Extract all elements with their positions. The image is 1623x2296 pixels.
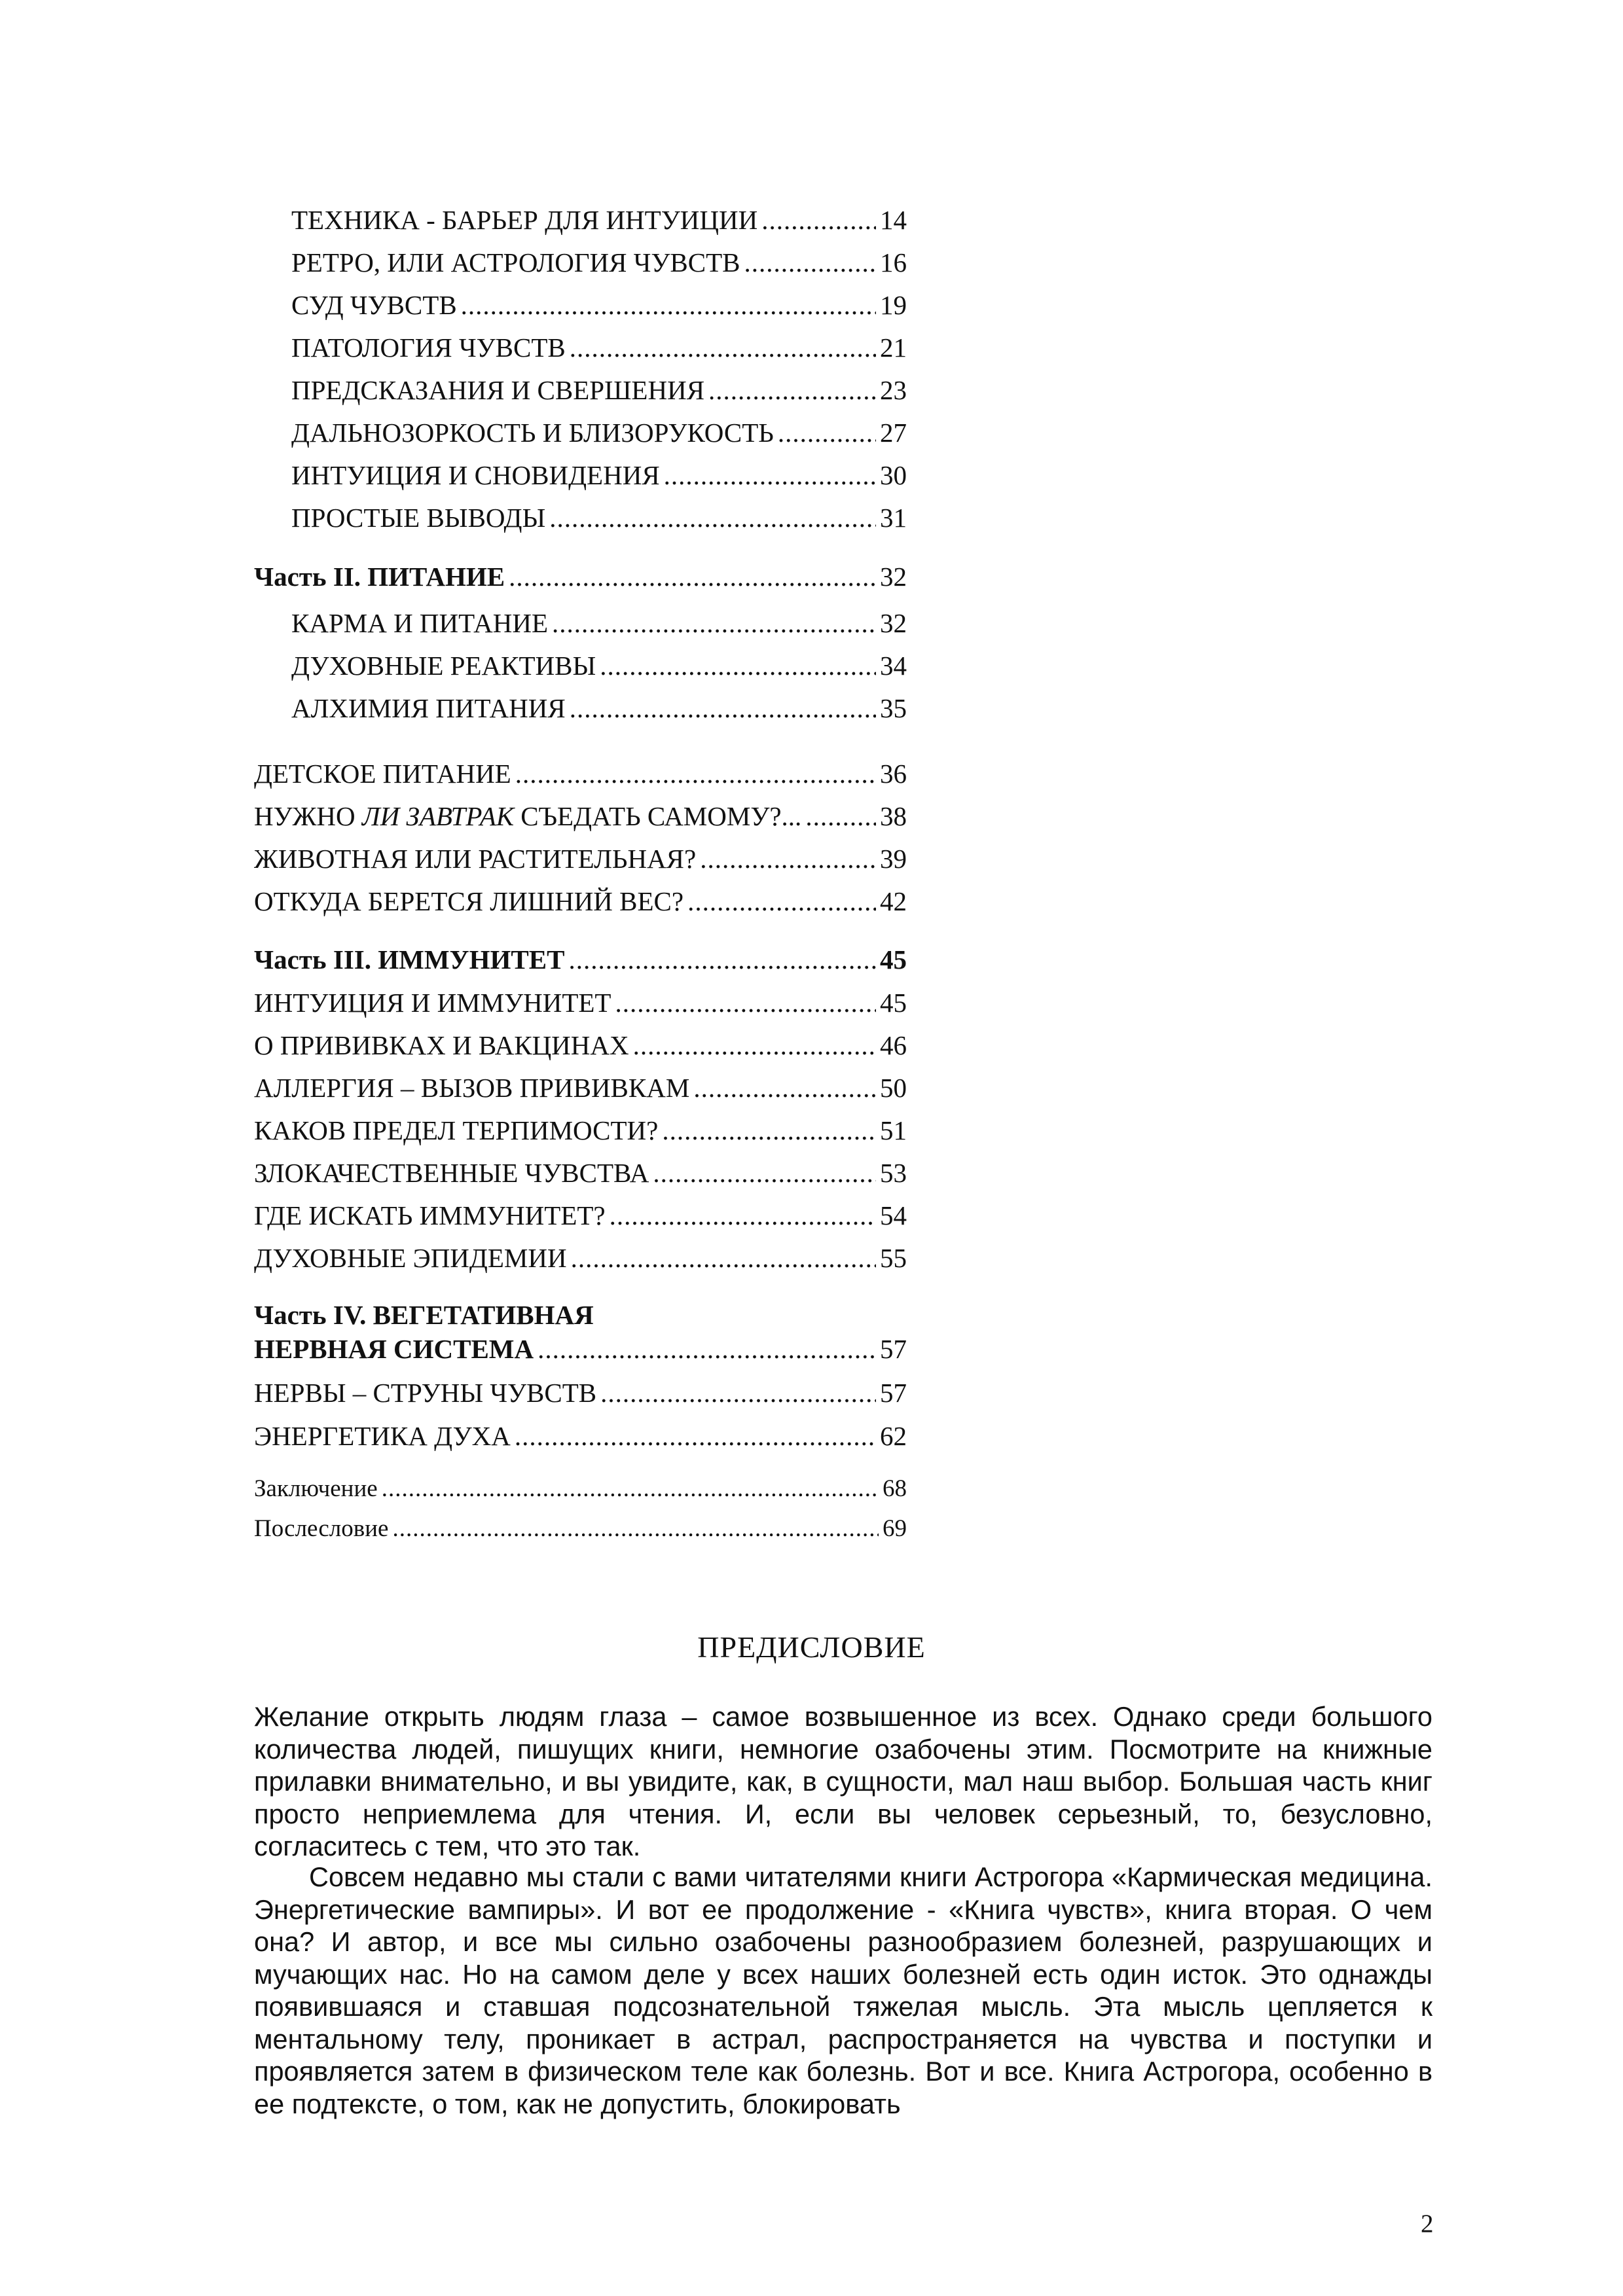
toc-entry-title: КАРМА И ПИТАНИЕ [291, 608, 549, 638]
toc-entry-page: 38 [880, 801, 907, 831]
toc-leader [509, 561, 876, 592]
toc-leader [687, 886, 876, 917]
toc-entry-page: 62 [880, 1421, 907, 1451]
toc-entry-title-prefix: НУЖНО [254, 801, 362, 831]
toc-entry[interactable] [254, 1475, 907, 1503]
toc-leader [568, 944, 876, 975]
toc-entry-page: 51 [880, 1115, 907, 1145]
toc-part-title: Часть IV. ВЕГЕТАТИВНАЯ [254, 1300, 594, 1330]
toc-entry[interactable] [291, 417, 907, 448]
toc-entry-page: 32 [880, 562, 907, 592]
toc-entry-page: 35 [880, 693, 907, 723]
toc-leader [664, 459, 876, 491]
toc-entry[interactable] [254, 987, 907, 1018]
toc-leader [805, 800, 876, 832]
toc-entry[interactable] [291, 289, 907, 321]
toc-entry[interactable] [254, 758, 907, 789]
toc-leader [538, 1333, 876, 1365]
toc-leader [653, 1157, 876, 1189]
toc-leader [610, 1200, 876, 1231]
toc-entry-title: ИНТУИЦИЯ И ИММУНИТЕТ [254, 988, 611, 1018]
toc-entry[interactable] [291, 692, 907, 724]
toc-entry-page: 19 [880, 290, 907, 320]
toc-entry-title: Заключение [254, 1475, 378, 1502]
toc-entry-title-suffix: СЪЕДАТЬ САМОМУ?... [514, 801, 802, 831]
toc-entry[interactable] [254, 1242, 907, 1274]
toc-entry-page: 50 [880, 1073, 907, 1103]
toc-entry[interactable] [291, 204, 907, 236]
toc-entry-title: ПРОСТЫЕ ВЫВОДЫ [291, 503, 546, 533]
toc-entry-title: АЛХИМИЯ ПИТАНИЯ [291, 693, 566, 723]
toc-leader [633, 1030, 876, 1061]
toc-leader [662, 1115, 876, 1146]
toc-leader [600, 650, 876, 681]
toc-entry-title: КАКОВ ПРЕДЕЛ ТЕРПИМОСТИ? [254, 1115, 659, 1145]
toc-part-heading[interactable] [254, 561, 907, 592]
toc-part-title: НЕРВНАЯ СИСТЕМА [254, 1334, 534, 1364]
toc-leader [570, 692, 876, 724]
toc-entry-title: ДАЛЬНОЗОРКОСТЬ И БЛИЗОРУКОСТЬ [291, 418, 774, 448]
toc-entry-title: ЗЛОКАЧЕСТВЕННЫЕ ЧУВСТВА [254, 1158, 649, 1188]
toc-entry-page: 57 [880, 1334, 907, 1364]
toc-part-heading[interactable] [254, 944, 907, 975]
toc-entry-page: 53 [880, 1158, 907, 1188]
toc-entry-page: 14 [880, 205, 907, 235]
toc-entry-page: 36 [880, 759, 907, 789]
toc-entry[interactable] [291, 374, 907, 406]
preface-paragraph: Совсем недавно мы стали с вами читателями книги Астрогора «Кармическая медицина. Энергетические вампиры». И вот ее продолжение - «Книга чувств», книга вторая. О чем она? И автор, и все мы сильно озабочены разнообразием болезней, разрушающих и мучающих нас. Но на самом деле у всех наших болезней есть один исток. Это однажды появившаяся и ставшая подсознательной тяжелая мысль. Эта мысль цепляется к ментальному телу, проникает в астрал, распространяется на чувства и поступки и проявляется затем в физическом теле как болезнь. Вот и все. Книга Астрогора, особенно в ее подтексте, о том, как не допустить, блокировать [254, 1861, 1432, 2119]
toc-entry-title: ДЕТСКОЕ ПИТАНИЕ [254, 759, 511, 789]
toc-leader [778, 417, 876, 448]
toc-part-heading-line1 [254, 1299, 907, 1331]
toc-entry[interactable] [291, 502, 907, 533]
toc-leader [600, 1377, 876, 1408]
toc-leader [549, 502, 876, 533]
preface-paragraph: Желание открыть людям глаза – самое возвышенное из всех. Однако среди большого количества людей, пишущих книги, немногие озабочены этим. Посмотрите на книжные прилавки внимательно, и вы увидите, как, в сущности, мал наш выбор. Большая часть книг просто неприемлема для чтения. И, если вы человек серьезный, то, безусловно, согласитесь с тем, что это так. [254, 1701, 1432, 1861]
toc-entry-title: ТЕХНИКА - БАРЬЕР ДЛЯ ИНТУИЦИИ [291, 205, 758, 235]
toc-entry-title [254, 800, 801, 832]
toc-part-heading[interactable] [254, 1333, 907, 1365]
toc-entry[interactable] [254, 1420, 907, 1452]
toc-leader [615, 987, 876, 1018]
toc-entry-page: 34 [880, 651, 907, 681]
toc-entry-title: РЕТРО, ИЛИ АСТРОЛОГИЯ ЧУВСТВ [291, 247, 740, 278]
toc-entry-page: 69 [883, 1515, 907, 1542]
toc-entry-title: Послесловие [254, 1515, 389, 1542]
toc-entry-page: 23 [880, 375, 907, 405]
toc-entry-page: 57 [880, 1378, 907, 1408]
toc-entry-page: 27 [880, 418, 907, 448]
toc-leader [515, 1420, 876, 1452]
toc-entry-title: ОТКУДА БЕРЕТСЯ ЛИШНИЙ ВЕС? [254, 886, 684, 916]
toc-entry-page: 54 [880, 1200, 907, 1230]
toc-entry[interactable] [254, 1030, 907, 1061]
toc-entry-page: 46 [880, 1030, 907, 1060]
toc-leader [744, 247, 877, 278]
toc-part-title: Часть II. ПИТАНИЕ [254, 562, 505, 592]
toc-entry-page: 21 [880, 332, 907, 363]
toc-entry-title: ДУХОВНЫЕ РЕАКТИВЫ [291, 651, 596, 681]
toc-entry-page: 32 [880, 608, 907, 638]
toc-entry-page: 16 [880, 247, 907, 278]
toc-entry-title: О ПРИВИВКАХ И ВАКЦИНАХ [254, 1030, 629, 1060]
toc-entry[interactable] [254, 800, 907, 832]
toc-entry-title: ПРЕДСКАЗАНИЯ И СВЕРШЕНИЯ [291, 375, 705, 405]
toc-entry[interactable] [254, 1515, 907, 1543]
toc-entry[interactable] [291, 459, 907, 491]
toc-leader [570, 332, 876, 363]
toc-leader [693, 1072, 876, 1103]
toc-entry[interactable] [291, 650, 907, 681]
page-number: 2 [1421, 2210, 1434, 2238]
toc-entry[interactable] [254, 1072, 907, 1103]
toc-leader [708, 374, 876, 406]
toc-entry[interactable] [291, 607, 907, 639]
toc-entry[interactable] [291, 247, 907, 278]
toc-leader [392, 1515, 879, 1543]
toc-entry-title-italic: ЛИ ЗАВТРАК [361, 801, 515, 831]
toc-entry-title: АЛЛЕРГИЯ – ВЫЗОВ ПРИВИВКАМ [254, 1073, 690, 1103]
toc-entry-page: 45 [880, 988, 907, 1018]
preface-title: ПРЕДИСЛОВИЕ [697, 1630, 926, 1664]
toc-entry[interactable] [254, 1377, 907, 1408]
toc-leader [515, 758, 876, 789]
toc-leader [571, 1242, 876, 1274]
toc-entry-page: 45 [880, 944, 907, 975]
toc-entry-title: ИНТУИЦИЯ И СНОВИДЕНИЯ [291, 460, 660, 490]
toc-entry-page: 30 [880, 460, 907, 490]
toc-entry[interactable] [254, 1115, 907, 1146]
toc-entry[interactable] [254, 843, 907, 874]
toc-entry-title: ЭНЕРГЕТИКА ДУХА [254, 1421, 511, 1451]
toc-entry-page: 39 [880, 844, 907, 874]
toc-entry-title: НЕРВЫ – СТРУНЫ ЧУВСТВ [254, 1378, 597, 1408]
toc-entry-title: ПАТОЛОГИЯ ЧУВСТВ [291, 332, 566, 363]
toc-entry-title: ГДЕ ИСКАТЬ ИММУНИТЕТ? [254, 1200, 606, 1230]
toc-entry-page: 31 [880, 503, 907, 533]
toc-leader [552, 607, 876, 639]
toc-entry-page: 55 [880, 1243, 907, 1273]
toc-entry-title: ЖИВОТНАЯ ИЛИ РАСТИТЕЛЬНАЯ? [254, 844, 697, 874]
toc-entry-page: 68 [883, 1475, 907, 1502]
toc-entry[interactable] [254, 1200, 907, 1231]
toc-entry-title: СУД ЧУВСТВ [291, 290, 457, 320]
toc-leader [700, 843, 876, 874]
toc-part-title: Часть III. ИММУНИТЕТ [254, 944, 565, 975]
toc-entry-page: 42 [880, 886, 907, 916]
toc-leader [461, 289, 876, 321]
toc-leader [761, 204, 876, 236]
toc-entry[interactable] [254, 1157, 907, 1189]
toc-leader [382, 1475, 879, 1503]
toc-entry[interactable] [254, 886, 907, 917]
toc-entry[interactable] [291, 332, 907, 363]
toc-entry-title: ДУХОВНЫЕ ЭПИДЕМИИ [254, 1243, 567, 1273]
